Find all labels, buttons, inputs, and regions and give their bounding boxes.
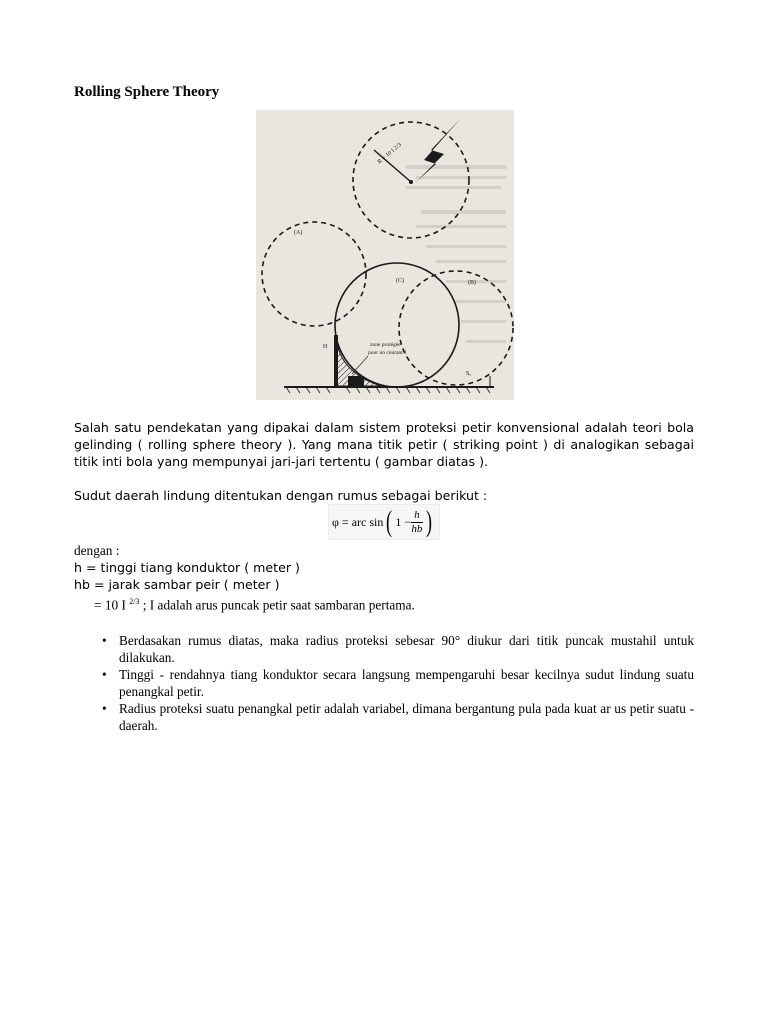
equation-prefix: = 10 I bbox=[94, 597, 126, 613]
zone-label-1: zone protégée bbox=[370, 342, 401, 348]
bullet-icon: • bbox=[102, 633, 107, 648]
bullet-icon: • bbox=[102, 701, 107, 716]
formula-numerator: h bbox=[411, 509, 423, 523]
page-title: Rolling Sphere Theory bbox=[74, 84, 220, 100]
radius-label: R = 10 I 2/3 bbox=[376, 142, 403, 166]
definition-h: h = tinggi tiang konduktor ( meter ) bbox=[74, 560, 300, 575]
formula-fraction bbox=[411, 509, 423, 536]
zone-pointer bbox=[352, 356, 368, 374]
sphere-b bbox=[399, 271, 513, 385]
lightning-mast bbox=[334, 335, 338, 387]
bullet-text: Berdasakan rumus diatas, maka radius proteksi sebesar 90° diukur dari titik puncak mustahil untuk dilakukan. bbox=[119, 633, 694, 665]
formula-lhs: φ = arc sin bbox=[332, 514, 384, 529]
label-a: (A) bbox=[294, 230, 303, 236]
equation-suffix: ; I adalah arus puncak petir saat sambaran pertama. bbox=[142, 597, 415, 613]
bullet-list bbox=[100, 632, 694, 734]
bullet-text: Radius proteksi suatu penangkal petir adalah variabel, dimana bergantung pula pada kuat ar us petir suatu -daerah. bbox=[119, 701, 694, 733]
definitions-block bbox=[74, 542, 415, 613]
list-item bbox=[100, 632, 694, 666]
definition-hb: hb = jarak sambar peir ( meter ) bbox=[74, 577, 280, 592]
sphere-center-point bbox=[409, 180, 413, 184]
label-c: (C) bbox=[396, 278, 404, 284]
paragraph-intro: Salah satu pendekatan yang dipakai dalam sistem proteksi petir konvensional adalah teori bola gelinding ( rolling sphere theory ). Yang mana titik petir ( striking point ) di analogikan sebagai titik inti bola yang mempunyai jari-jari tertentu ( gambar diatas ). bbox=[74, 420, 694, 469]
bullet-text: Tinggi - rendahnya tiang konduktor secara langsung mempengaruhi besar kecilnya sudut lindung suatu penangkal petir. bbox=[119, 667, 694, 699]
list-item bbox=[100, 666, 694, 700]
zone-label-2: pour un courant I bbox=[368, 350, 407, 356]
label-s: Sₐ bbox=[466, 371, 471, 377]
protected-building bbox=[348, 376, 364, 386]
rolling-sphere-diagram bbox=[256, 110, 514, 400]
rolling-sphere-figure bbox=[256, 110, 514, 400]
bullet-icon: • bbox=[102, 667, 107, 682]
definition-hb-equation bbox=[74, 593, 415, 613]
paragraph-formula-intro: Sudut daerah lindung ditentukan dengan rumus sebagai berikut : bbox=[74, 488, 488, 503]
formula-open-paren: ( bbox=[386, 505, 393, 538]
sphere-a bbox=[262, 222, 366, 326]
label-h: H bbox=[323, 344, 328, 350]
list-item bbox=[100, 700, 694, 734]
definitions-intro: dengan : bbox=[74, 543, 120, 558]
lightning-bolt-icon bbox=[416, 118, 461, 182]
background-texture bbox=[406, 165, 506, 343]
formula-denominator: hb bbox=[411, 522, 423, 535]
equation-exponent: 2/3 bbox=[129, 597, 140, 606]
formula-box bbox=[328, 504, 440, 540]
formula-close-paren: ) bbox=[425, 505, 432, 538]
label-b: (B) bbox=[468, 280, 476, 286]
formula-one-minus: 1 − bbox=[395, 514, 412, 529]
